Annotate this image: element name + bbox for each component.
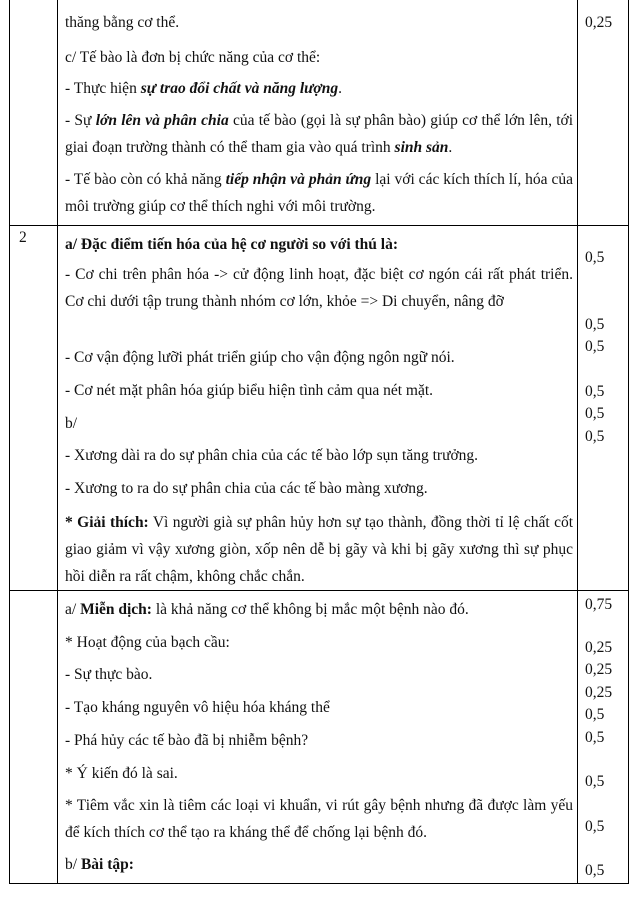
s2-score-4: 0,5	[585, 383, 605, 400]
s2-b1: - Xương dài ra do sự phân chia của các tế bào lớp sụn tăng trưởng.	[65, 447, 479, 464]
s3-score-8: 0,5	[585, 818, 605, 835]
s3-score-6: 0,5	[585, 729, 605, 746]
s3-score-7: 0,5	[585, 773, 605, 790]
s1-paragraph-2: - Sự lớn lên và phân chia của tế bào (gọi là sự phân bào) giúp cơ thể lớn lên, tới giai đoạn trường thành có thể tham gia vào quá trình sinh sản.	[65, 112, 574, 156]
s1-paragraph-3: - Tế bào còn có khả năng tiếp nhận và phản ứng lại với các kích thích lí, hóa của môi trường giúp cơ thể thích nghi với môi trường.	[65, 171, 573, 215]
s3-h3: - Tạo kháng nguyên vô hiệu hóa kháng thể	[65, 699, 330, 716]
s2-a1: - Cơ chi trên phân hóa -> cử động linh hoạt, đặc biệt cơ ngón cái rất phát triển. Cơ chi dưới tập trung thành nhóm cơ lớn, khỏe => Di chuyển, nâng đỡ	[65, 266, 573, 310]
s2-a3: - Cơ nét mặt phân hóa giúp biểu hiện tình cảm qua nét mặt.	[65, 382, 434, 399]
table-col-divider-1	[57, 0, 58, 883]
s3-h6: * Tiêm vắc xin là tiêm các loại vi khuẩn, vi rút gây bệnh nhưng đã được làm yếu để kích thích cơ thể tạo ra kháng thể để chống lại bệnh đó.	[65, 797, 573, 841]
s2-b-heading: b/	[65, 415, 78, 432]
s3-a-line: a/ Miễn dịch: là khả năng cơ thể không bị mắc một bệnh nào đó.	[65, 601, 469, 618]
s2-score-6: 0,5	[585, 428, 605, 445]
table-col-divider-2	[577, 0, 578, 883]
s2-score-5: 0,5	[585, 405, 605, 422]
s1-paragraph-1: - Thực hiện sự trao đổi chất và năng lượng.	[65, 80, 342, 97]
s2-score-1: 0,5	[585, 249, 605, 266]
s3-h5: * Ý kiến đó là sai.	[65, 765, 178, 782]
s1-score: 0,25	[585, 14, 613, 31]
table-left-border	[9, 0, 10, 883]
s2-explanation: * Giải thích: Vì người già sự phân hủy hơn sự tạo thành, đồng thời tỉ lệ chất cốt giao giảm vì vậy xương giòn, xốp nên dễ bị gãy và khi bị gãy xương thì sự phục hồi diễn ra rất chậm, không chắc chắn.	[65, 514, 574, 585]
s3-h2: - Sự thực bào.	[65, 666, 153, 683]
s2-b2: - Xương to ra do sự phân chia của các tế bào màng xương.	[65, 480, 428, 497]
s3-h4: - Phá hủy các tế bào đã bị nhiễm bệnh?	[65, 732, 309, 749]
s2-a2: - Cơ vận động lưỡi phát triển giúp cho vận động ngôn ngữ nói.	[65, 349, 455, 366]
s3-score-4: 0,25	[585, 684, 613, 701]
s2-score-3: 0,5	[585, 338, 605, 355]
s2-score-2: 0,5	[585, 316, 605, 333]
s3-b-line: b/ Bài tập:	[65, 856, 134, 873]
s1-line0: thăng bằng cơ thể.	[65, 14, 180, 31]
s3-score-3: 0,25	[585, 661, 613, 678]
s3-score-1: 0,75	[585, 596, 613, 613]
s3-score-2: 0,25	[585, 639, 613, 656]
table-bottom-border	[9, 883, 629, 884]
s2-a-heading: a/ Đặc điểm tiến hóa của hệ cơ người so với thú là:	[65, 236, 399, 253]
table-right-border	[628, 0, 629, 883]
s1-c-heading: c/ Tế bào là đơn bị chức năng của cơ thể:	[65, 49, 321, 66]
s3-h1: * Hoạt động của bạch cầu:	[65, 634, 230, 651]
s3-score-9: 0,5	[585, 862, 605, 879]
row-divider-1	[9, 225, 629, 226]
s3-score-5: 0,5	[585, 706, 605, 723]
question-number-2: 2	[19, 229, 27, 246]
row-divider-2	[9, 590, 629, 591]
